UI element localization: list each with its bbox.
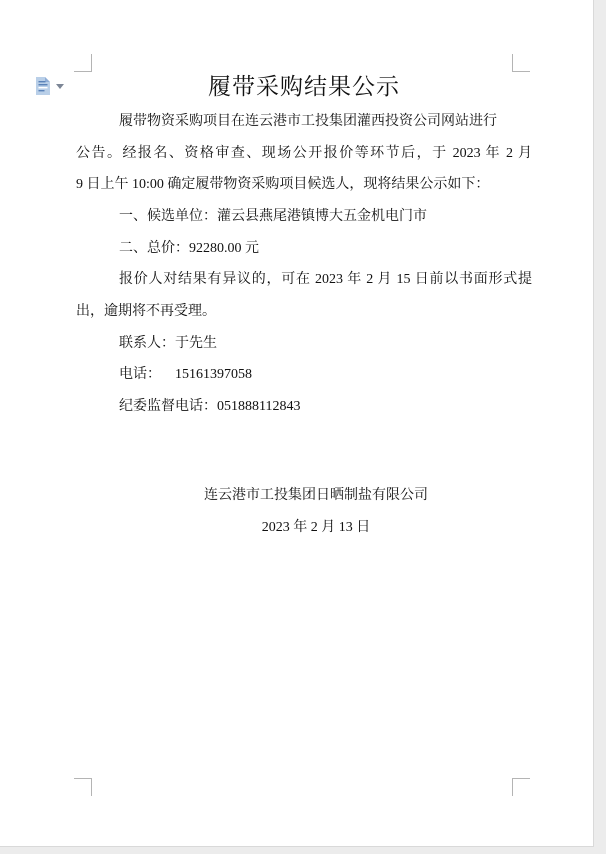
intro-line-1: 履带物资采购项目在连云港市工投集团灌西投资公司网站进行 bbox=[119, 114, 497, 129]
dropdown-arrow-icon bbox=[56, 84, 64, 89]
total-price-line: 二、总价：92280.00 元 bbox=[119, 241, 259, 256]
text-boundary-mark-top-left bbox=[74, 54, 92, 72]
objection-line-2: 出，逾期将不再受理。 bbox=[76, 304, 216, 319]
candidate-unit-line: 一、候选单位：灌云县燕尾港镇博大五金机电门市 bbox=[119, 209, 427, 224]
page-title: 履带采购结果公示 bbox=[208, 74, 400, 99]
intro-line-2: 公告。经报名、资格审查、现场公开报价等环节后，于 2023 年 2 月 bbox=[76, 146, 532, 161]
signature-company: 连云港市工投集团日晒制盐有限公司 bbox=[204, 488, 428, 503]
signature-date: 2023 年 2 月 13 日 bbox=[261, 520, 371, 535]
supervision-phone-line: 纪委监督电话：051888112843 bbox=[119, 399, 301, 414]
text-boundary-mark-bottom-right bbox=[512, 778, 530, 796]
contact-person-line: 联系人：于先生 bbox=[119, 336, 217, 351]
phone-line: 电话： 15161397058 bbox=[119, 367, 252, 382]
intro-line-3: 9 日上午 10:00 确定履带物资采购项目候选人，现将结果公示如下： bbox=[76, 177, 490, 192]
objection-line-1: 报价人对结果有异议的，可在 2023 年 2 月 15 日前以书面形式提 bbox=[119, 272, 532, 287]
paste-options-button[interactable] bbox=[35, 76, 65, 98]
text-boundary-mark-bottom-left bbox=[74, 778, 92, 796]
text-boundary-mark-top-right bbox=[512, 54, 530, 72]
